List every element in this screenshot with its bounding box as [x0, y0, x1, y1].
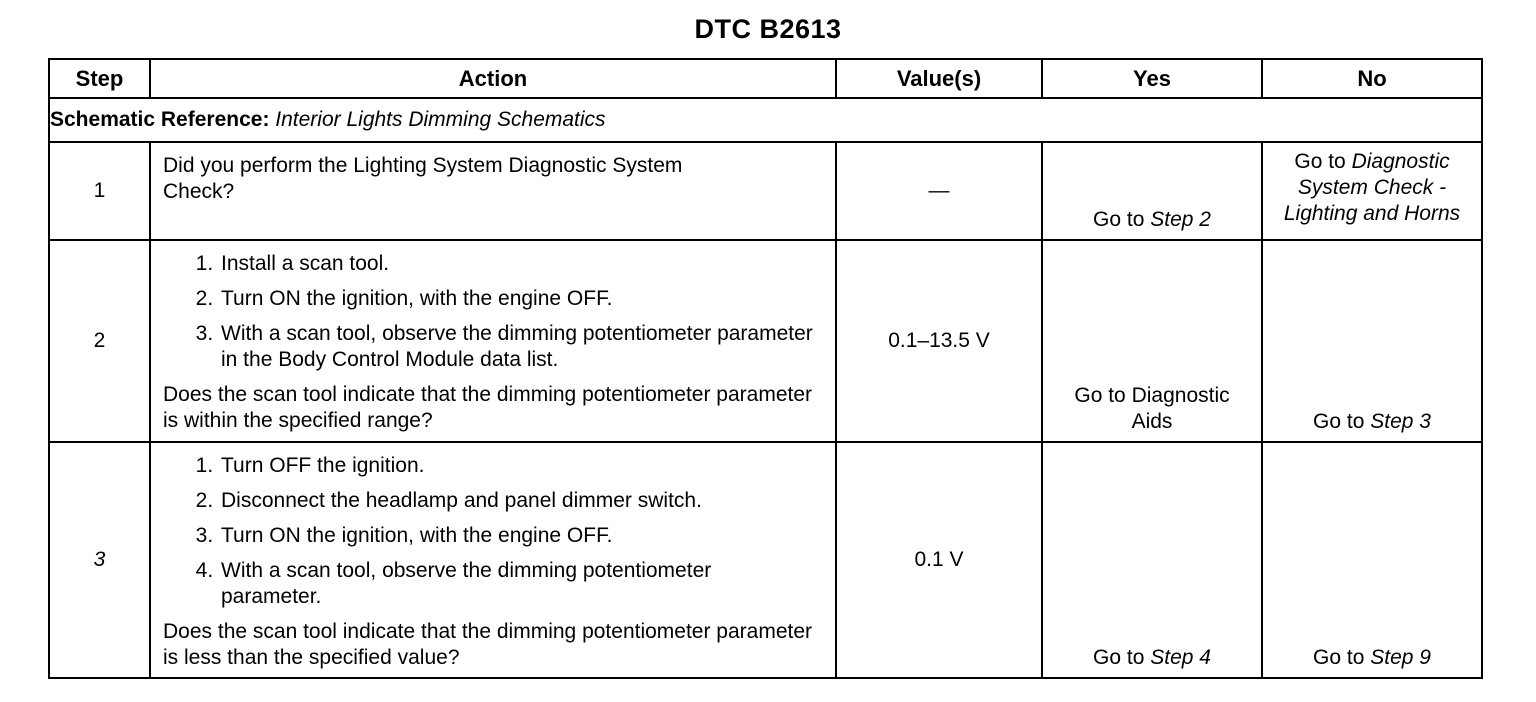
- action-step: 1. Install a scan tool.: [219, 251, 827, 277]
- header-action: Action: [150, 59, 836, 98]
- action-step: 4. With a scan tool, observe the dimming potentiometer parameter.: [219, 558, 827, 610]
- yes-cell: [1042, 442, 1262, 678]
- header-step: Step: [49, 59, 150, 98]
- table-row: [49, 142, 1482, 240]
- value-cell: 0.1–13.5 V: [836, 240, 1042, 442]
- page-title: DTC B2613: [694, 14, 842, 44]
- header-values: Value(s): [836, 59, 1042, 98]
- step-number: 1: [49, 142, 150, 240]
- action-question: Does the scan tool indicate that the dimming potentiometer parameter is within the specified range?: [163, 383, 813, 432]
- action-cell: [150, 142, 836, 240]
- no-prefix: Go to: [1294, 150, 1352, 173]
- no-prefix: Go to: [1313, 410, 1371, 433]
- no-prefix: Go to: [1313, 646, 1371, 669]
- action-cell: [150, 442, 836, 678]
- no-step-ref: Step 9: [1370, 646, 1431, 669]
- yes-cell: Go to Diagnostic Aids: [1042, 240, 1262, 442]
- table-row: [49, 240, 1482, 442]
- header-yes: Yes: [1042, 59, 1262, 98]
- action-cell: [150, 240, 836, 442]
- yes-step-ref: Step 2: [1150, 208, 1211, 231]
- no-cell: [1262, 142, 1482, 240]
- schematic-reference-row: [49, 98, 1482, 142]
- action-step: 2. Disconnect the headlamp and panel dimmer switch.: [219, 488, 827, 514]
- yes-prefix: Go to: [1093, 646, 1151, 669]
- diagnostic-table: [48, 58, 1483, 679]
- action-question: Does the scan tool indicate that the dimming potentiometer parameter is less than the specified value?: [163, 620, 813, 669]
- yes-prefix: Go to: [1093, 208, 1151, 231]
- action-step: 3. Turn ON the ignition, with the engine OFF.: [219, 523, 827, 549]
- yes-step-ref: Step 4: [1150, 646, 1211, 669]
- step-number: 3: [49, 442, 150, 678]
- header-no: No: [1262, 59, 1482, 98]
- no-step-ref: Step 3: [1370, 410, 1431, 433]
- schematic-reference-label: Schematic Reference:: [50, 108, 270, 131]
- no-step-ref: Diagnostic System Check - Lighting and Horns: [1283, 150, 1461, 225]
- schematic-reference-cell: [49, 98, 1482, 142]
- action-question: Did you perform the Lighting System Diagnostic System Check?: [163, 154, 683, 203]
- step-number: 2: [49, 240, 150, 442]
- action-steps-list: [163, 251, 827, 373]
- table-row: [49, 442, 1482, 678]
- yes-cell: [1042, 142, 1262, 240]
- value-cell: —: [836, 142, 1042, 240]
- header-row: [49, 59, 1482, 98]
- no-cell: [1262, 240, 1482, 442]
- action-step: 2. Turn ON the ignition, with the engine OFF.: [219, 286, 827, 312]
- schematic-reference-link: Interior Lights Dimming Schematics: [275, 108, 606, 131]
- action-steps-list: [163, 453, 827, 610]
- action-step: 1. Turn OFF the ignition.: [219, 453, 827, 479]
- value-cell: 0.1 V: [836, 442, 1042, 678]
- action-step: 3. With a scan tool, observe the dimming potentiometer parameter in the Body Control Module data list.: [219, 321, 827, 373]
- no-cell: [1262, 442, 1482, 678]
